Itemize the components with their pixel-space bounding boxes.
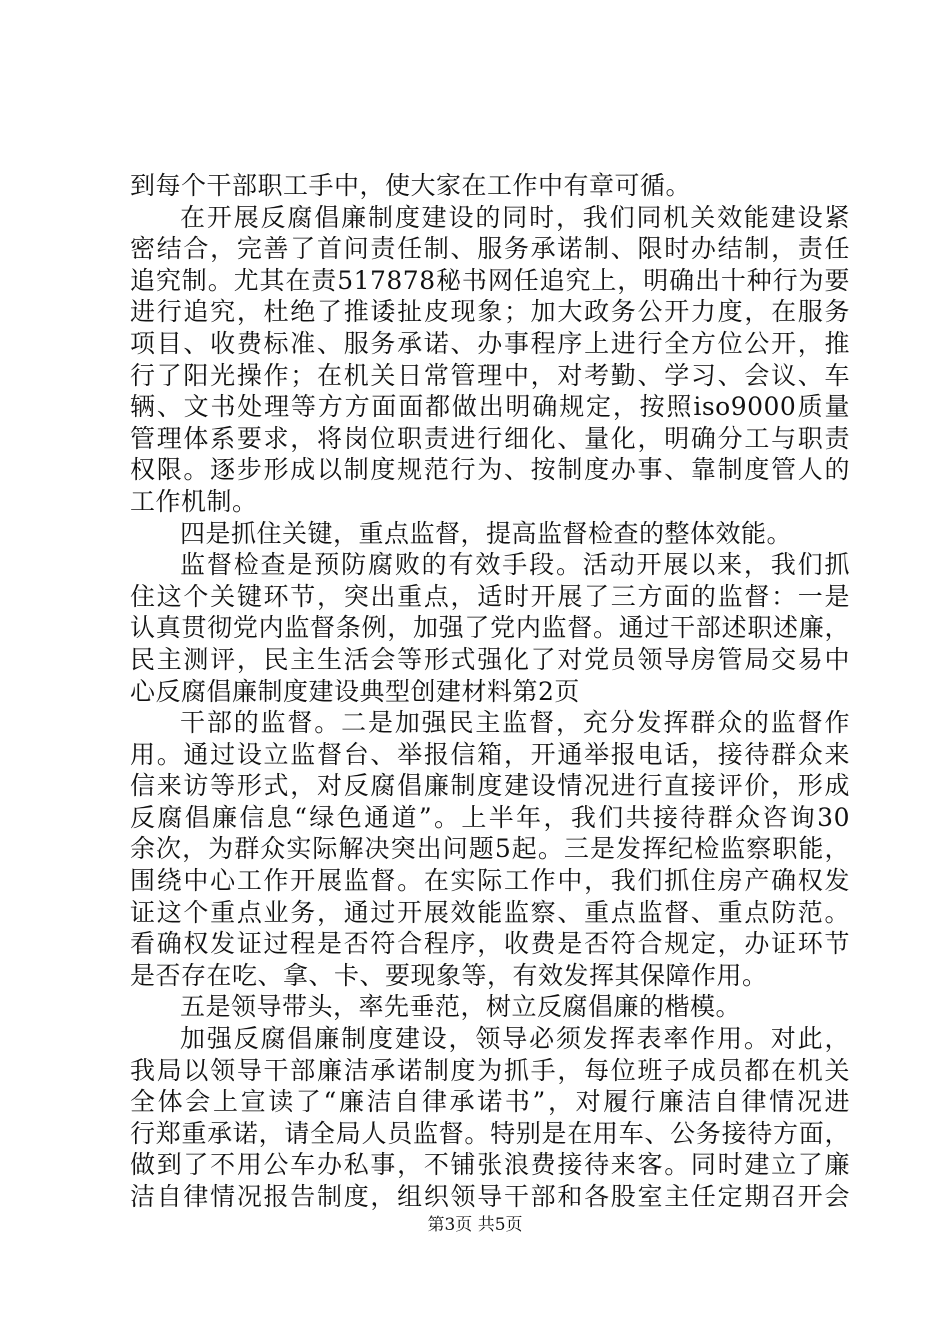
text-line: 行了阳光操作；在机关日常管理中，对考勤、学习、会议、车	[130, 360, 850, 390]
text-line: 余次，为群众实际解决突出问题5起。三是发挥纪检监察职能，	[130, 834, 850, 864]
text-line: 做到了不用公车办私事，不铺张浪费接待来客。同时建立了廉	[130, 1150, 850, 1180]
text-line: 证这个重点业务，通过开展效能监察、重点监督、重点防范。	[130, 897, 850, 927]
text-line: 密结合，完善了首问责任制、服务承诺制、限时办结制，责任	[130, 234, 850, 264]
text-line: 全体会上宣读了“廉洁自律承诺书”，对履行廉洁自律情况进	[130, 1087, 850, 1117]
section-heading: 五是领导带头，率先垂范，树立反腐倡廉的楷模。	[180, 992, 742, 1022]
section-heading: 四是抓住关键，重点监督，提高监督检查的整体效能。	[180, 518, 793, 548]
text-line: 围绕中心工作开展监督。在实际工作中，我们抓住房产确权发	[130, 866, 850, 896]
text-line: 监督检查是预防腐败的有效手段。活动开展以来，我们抓	[180, 550, 850, 580]
page-number: 第3页 共5页	[427, 1215, 523, 1235]
text-line: 到每个干部职工手中，使大家在工作中有章可循。	[130, 171, 692, 200]
text-line: 辆、文书处理等方方面面都做出明确规定，按照iso9000质量	[130, 392, 850, 422]
text-line: 进行追究，杜绝了推诿扯皮现象；加大政务公开力度，在服务	[130, 297, 850, 327]
text-line: 追究制。尤其在责517878秘书网任追究上，明确出十种行为要	[130, 265, 850, 295]
text-line: 管理体系要求，将岗位职责进行细化、量化，明确分工与职责	[130, 423, 850, 453]
text-line: 认真贯彻党内监督条例，加强了党内监督。通过干部述职述廉，	[130, 613, 850, 643]
text-line: 住这个关键环节，突出重点，适时开展了三方面的监督：一是	[130, 581, 850, 611]
text-line: 反腐倡廉信息“绿色通道”。上半年，我们共接待群众咨询30	[130, 802, 850, 832]
text-line: 洁自律情况报告制度，组织领导干部和各股室主任定期召开会	[130, 1182, 850, 1211]
text-line: 看确权发证过程是否符合程序，收费是否符合规定，办证环节	[130, 929, 850, 959]
text-line: 在开展反腐倡廉制度建设的同时，我们同机关效能建设紧	[180, 202, 850, 232]
text-line: 项目、收费标准、服务承诺、办事程序上进行全方位公开，推	[130, 328, 850, 358]
text-line: 是否存在吃、拿、卡、要现象等，有效发挥其保障作用。	[130, 960, 768, 990]
text-line: 工作机制。	[130, 486, 258, 516]
text-line: 干部的监督。二是加强民主监督，充分发挥群众的监督作	[180, 708, 850, 738]
text-line: 加强反腐倡廉制度建设，领导必须发挥表率作用。对此，	[180, 1024, 850, 1054]
document-body	[130, 170, 850, 1213]
text-line: 我局以领导干部廉洁承诺制度为抓手，每位班子成员都在机关	[130, 1055, 850, 1085]
text-line: 行郑重承诺，请全局人员监督。特别是在用车、公务接待方面，	[130, 1118, 850, 1148]
text-line: 信来访等形式，对反腐倡廉制度建设情况进行直接评价，形成	[130, 771, 850, 801]
text-line: 民主测评，民主生活会等形式强化了对党员领导房管局交易中	[130, 644, 850, 674]
text-line: 用。通过设立监督台、举报信箱，开通举报电话，接待群众来	[130, 739, 850, 769]
text-line: 权限。逐步形成以制度规范行为、按制度办事、靠制度管人的	[130, 455, 850, 485]
text-line: 心反腐倡廉制度建设典型创建材料第2页	[130, 676, 580, 706]
